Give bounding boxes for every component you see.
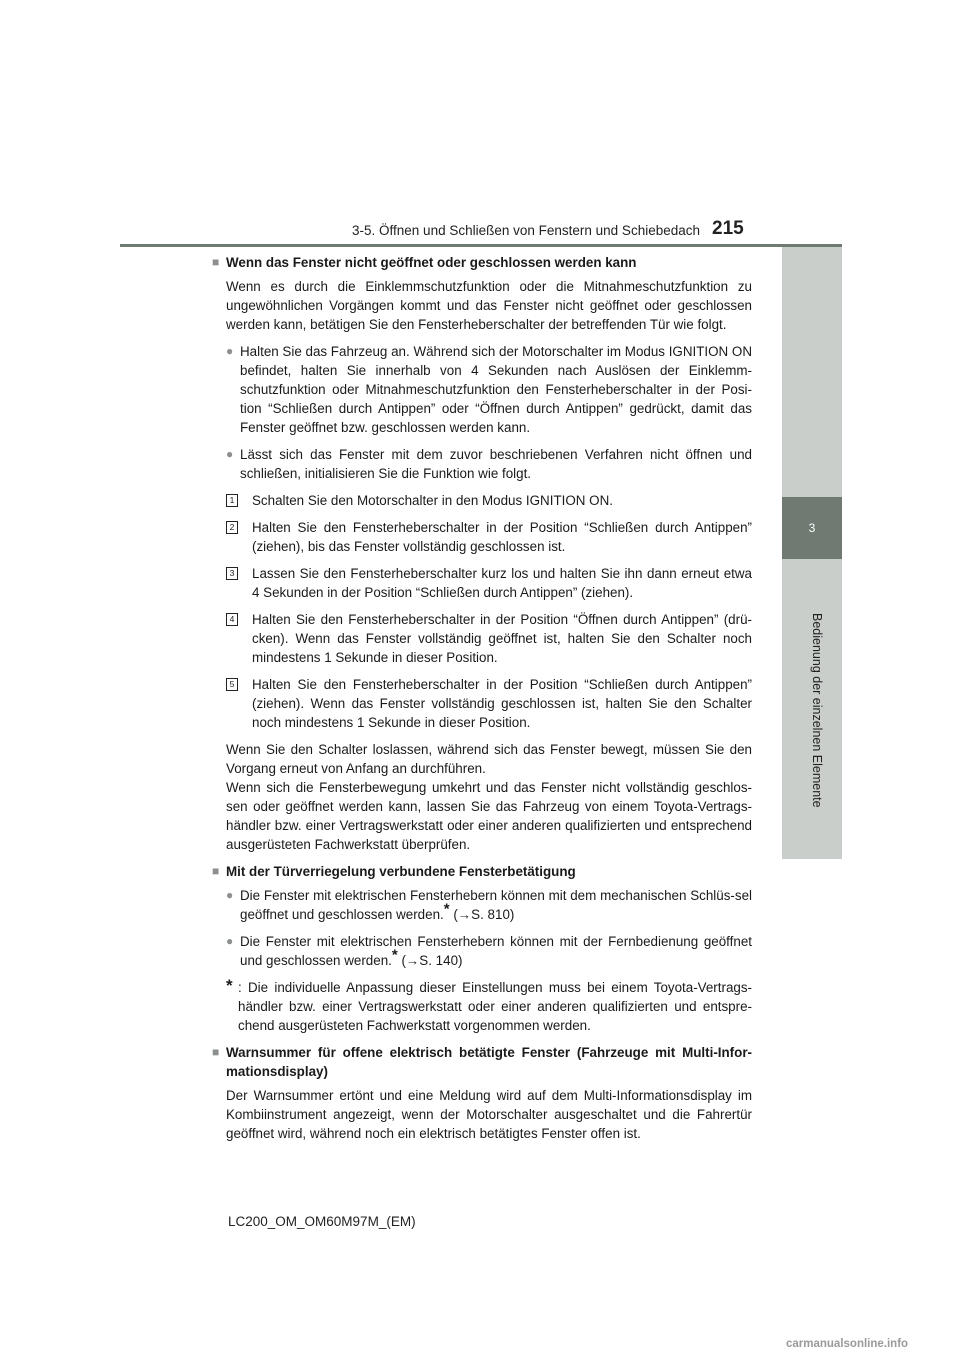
chapter-number-tab: 3 xyxy=(782,497,842,559)
footnote xyxy=(226,978,752,1035)
chapter-title-text: Bedienung der einzelnen Elemente xyxy=(810,612,824,808)
square-bullet-icon: ■ xyxy=(212,864,220,878)
closing-paragraph: Wenn Sie den Schalter loslassen, während sich das Fenster bewegt, müssen Sie den Vorgang erneut von Anfang an durchführen. xyxy=(226,742,752,776)
side-tab-upper xyxy=(782,247,842,497)
page-number: 215 xyxy=(712,218,744,239)
footer-code: LC200_OM_OM60M97M_(EM) xyxy=(228,1214,416,1229)
step-number-box: 3 xyxy=(226,567,238,580)
page-content xyxy=(212,253,752,1151)
step-item xyxy=(226,564,752,602)
section-heading-warning-buzzer xyxy=(212,1043,752,1081)
bullet-item xyxy=(226,886,752,924)
step-number-box: 1 xyxy=(226,494,238,507)
bullet-text-wrap xyxy=(240,932,752,970)
page-reference: (→S. 140) xyxy=(401,953,463,968)
bullet-text: Die Fenster mit elektrischen Fensterhebern können mit der Fernbedienung geöffnet und geschlossen werden. xyxy=(240,934,752,968)
section-title: Warnsummer für offene elektrisch betätigte Fenster (Fahrzeuge mit Multi-Infor-mationsdisplay) xyxy=(226,1045,752,1079)
step-text: Halten Sie den Fensterheberschalter in der Position “Schließen durch Antippen” (ziehen), bis das Fenster vollständig geschlossen ist. xyxy=(252,520,752,554)
closing-paragraph: Wenn sich die Fensterbewegung umkehrt und das Fenster nicht vollständig geschlos-sen oder geöffnet werden kann, lassen Sie das Fahrzeug von einem Toyota-Vertrags-händler bzw. einer Vertragswerkstatt oder einer anderen qualifizierten und entsprechend ausgerüsteten Fachwerkstatt überprüfen. xyxy=(226,780,752,852)
step-number-box: 2 xyxy=(226,521,238,534)
asterisk-mark: * xyxy=(391,946,398,964)
bullet-text: Lässt sich das Fenster mit dem zuvor beschriebenen Verfahren nicht öffnen und schließen, initialisieren Sie die Funktion wie folgt. xyxy=(240,447,752,481)
step-text: Halten Sie den Fensterheberschalter in der Position “Öffnen durch Antippen” (drü-cken). Wenn das Fenster vollständig geöffnet ist, halten Sie den Schalter noch mindestens 1 Sekunde in dieser Position. xyxy=(252,612,752,665)
circle-bullet-icon: ● xyxy=(226,447,234,461)
step-item xyxy=(226,491,752,510)
square-bullet-icon: ■ xyxy=(212,255,220,269)
section-title: Wenn das Fenster nicht geöffnet oder geschlossen werden kann xyxy=(226,255,637,270)
footnote-text: : Die individuelle Anpassung dieser Einstellungen muss bei einem Toyota-Vertrags-händler bzw. einer Vertragswerkstatt oder einer anderen qualifizierten und entspre-chend ausgerüsteten Fachwerkstatt vorgenommen werden. xyxy=(238,980,752,1033)
asterisk-mark: * xyxy=(443,900,450,918)
circle-bullet-icon: ● xyxy=(226,888,234,902)
bullet-text-wrap xyxy=(240,886,752,924)
step-text: Schalten Sie den Motorschalter in den Modus IGNITION ON. xyxy=(252,493,613,508)
watermark: carmanualsonline.info xyxy=(786,1338,909,1350)
footnote-asterisk: * xyxy=(226,976,233,995)
bullet-item xyxy=(226,445,752,483)
bullet-text: Die Fenster mit elektrischen Fensterhebern können mit dem mechanischen Schlüs-sel geöffnet und geschlossen werden. xyxy=(240,888,752,922)
square-bullet-icon: ■ xyxy=(212,1045,220,1059)
step-item xyxy=(226,518,752,556)
step-item xyxy=(226,675,752,732)
header-section-title: 3-5. Öffnen und Schließen von Fenstern und Schiebedach xyxy=(352,223,700,238)
step-text: Halten Sie den Fensterheberschalter in der Position “Schließen durch Antippen” (ziehen). Wenn das Fenster vollständig geschlossen ist, halten Sie den Schalter noch mindestens 1 Sekunde in dieser Position. xyxy=(252,677,752,730)
section-heading-door-lock xyxy=(212,862,752,881)
bullet-item xyxy=(226,932,752,970)
step-text: Lassen Sie den Fensterheberschalter kurz los und halten Sie ihn dann erneut etwa 4 Sekunden in der Position “Schließen durch Antippen” (ziehen). xyxy=(252,566,752,600)
circle-bullet-icon: ● xyxy=(226,934,234,948)
section-intro: Wenn es durch die Einklemmschutzfunktion oder die Mitnahmeschutzfunktion zu ungewöhnlichen Vorgängen kommt und das Fenster nicht geöffnet oder geschlossen werden kann, betätigen Sie den Fensterheberschalter der betreffenden Tür wie folgt. xyxy=(226,279,752,332)
header-rule xyxy=(120,244,842,247)
bullet-item xyxy=(226,342,752,437)
step-item xyxy=(226,610,752,667)
section-title: Mit der Türverriegelung verbundene Fensterbetätigung xyxy=(226,864,576,879)
step-number-box: 5 xyxy=(226,678,238,691)
section-body: Der Warnsummer ertönt und eine Meldung wird auf dem Multi-Informationsdisplay im Kombiinstrument angezeigt, wenn der Motorschalter ausgeschaltet und die Fahrertür geöffnet wird, während noch ein elektrisch betätigtes Fenster offen ist. xyxy=(226,1088,752,1141)
section-heading-window-stuck xyxy=(212,253,752,272)
circle-bullet-icon: ● xyxy=(226,344,234,358)
step-number-box: 4 xyxy=(226,613,238,626)
chapter-title-vertical xyxy=(800,565,824,855)
page-reference: (→S. 810) xyxy=(453,907,515,922)
bullet-text: Halten Sie das Fahrzeug an. Während sich der Motorschalter im Modus IGNITION ON befindet, halten Sie innerhalb von 4 Sekunden nach Auslösen der Einklemm-schutzfunktion oder Mitnahmeschutzfunktion den Fensterheberschalter in der Posi-tion “Schließen durch Antippen” oder “Öffnen durch Antippen” gedrückt, damit das Fenster geöffnet bzw. geschlossen werden kann. xyxy=(240,344,753,435)
